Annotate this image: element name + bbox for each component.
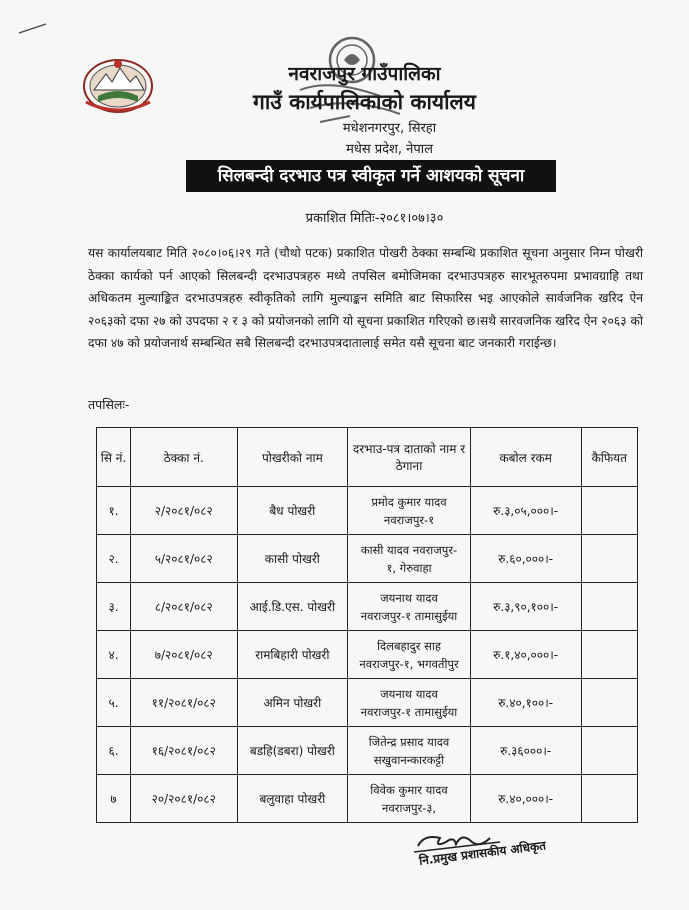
cell-pond: बडहि(डबरा) पोखरी <box>237 727 348 775</box>
table-row <box>97 583 638 631</box>
bidder-name: प्रमोद कुमार यादव <box>371 494 447 509</box>
cell-sn: ५. <box>97 679 131 727</box>
cell-pond: बलुवाहा पोखरी <box>237 775 348 823</box>
cell-contract: ८/२०८१/०८२ <box>131 583 237 631</box>
cell-remarks <box>581 727 637 775</box>
cell-bidder <box>348 727 471 775</box>
col-header-bidder: दरभाउ-पत्र दाताको नाम र ठेगाना <box>348 428 471 487</box>
table-row <box>97 487 638 535</box>
province-name: मधेस प्रदेश, नेपाल <box>346 142 433 157</box>
cell-bidder <box>348 775 471 823</box>
municipality-name: नवराजपुर गाउँपालिका <box>288 63 441 85</box>
bidder-address: नवराजपुर-१ <box>383 512 435 527</box>
cell-contract: ५/२०८१/०८२ <box>131 535 237 583</box>
cell-amount: रु.३,०५,०००।- <box>470 487 581 535</box>
published-date: प्रकाशित मितिः-२०८१।०७।३० <box>305 211 444 226</box>
cell-remarks <box>581 631 637 679</box>
table-row <box>97 535 638 583</box>
cell-bidder <box>348 631 471 679</box>
cell-pond: रामबिहारी पोखरी <box>237 631 348 679</box>
cell-sn: ७ <box>97 775 131 823</box>
cell-sn: ६. <box>97 727 131 775</box>
cell-sn: २. <box>97 535 131 583</box>
cell-contract: १६/२०८१/०८२ <box>131 727 237 775</box>
cell-bidder <box>348 487 471 535</box>
signature-title: नि.प्रमुख प्रशासकीय अधिकृत <box>418 838 547 868</box>
cell-amount: रु.६०,०००।- <box>470 535 581 583</box>
cell-contract: ११/२०८१/०८२ <box>131 679 237 727</box>
col-header-amount: कबोल रकम <box>470 428 581 487</box>
cell-amount: रु.४०,०००।- <box>470 775 581 823</box>
bidder-name: जयनाथ यादव <box>380 590 438 605</box>
cell-contract: २/२०८१/०८२ <box>131 487 237 535</box>
pen-stroke-mark <box>18 22 48 34</box>
bidder-address: नवराजपुर-१, भगवतीपुर <box>359 656 459 671</box>
cell-pond: बैध पोखरी <box>237 487 348 535</box>
cell-amount: रु.३,९०,१००।- <box>470 583 581 631</box>
table-body <box>97 487 638 823</box>
cell-remarks <box>581 679 637 727</box>
bidder-address: नवराजपुर-१ तामासुईया <box>360 704 458 719</box>
bidder-name: जितेन्द्र प्रसाद यादव <box>368 734 450 749</box>
cell-amount: रु.१,४०,०००।- <box>470 631 581 679</box>
col-header-contract: ठेक्का नं. <box>131 428 237 487</box>
bidder-address: नवराजपुर-३, <box>382 800 437 815</box>
col-header-remarks: कैफियत <box>581 428 637 487</box>
col-header-sn: सि नं. <box>97 428 131 487</box>
cell-pond: कासी पोखरी <box>237 535 348 583</box>
cell-remarks <box>581 583 637 631</box>
bidder-name: कासी यादव नवराजपुर- <box>360 542 458 557</box>
details-label: तपसिलः- <box>88 397 130 412</box>
table-row <box>97 631 638 679</box>
cell-bidder <box>348 583 471 631</box>
col-header-pond: पोखरीको नाम <box>237 428 348 487</box>
office-location: मधेशनगरपुर, सिरहा <box>342 121 437 136</box>
cell-remarks <box>581 775 637 823</box>
bidder-address: सखुवानन्कारकट्टी <box>373 752 445 767</box>
bidder-name: विवेक कुमार यादव <box>370 782 448 797</box>
table-row <box>97 775 638 823</box>
bidder-name: दिलबहादुर साह <box>377 638 441 653</box>
bids-table <box>96 427 638 823</box>
cell-bidder <box>348 679 471 727</box>
cell-contract: ७/२०८१/०८२ <box>131 631 237 679</box>
cell-pond: आई.डि.एस. पोखरी <box>237 583 348 631</box>
bidder-address: नवराजपुर-१ तामासुईया <box>360 608 458 623</box>
cell-pond: अमिन पोखरी <box>237 679 348 727</box>
table-header-row <box>97 428 638 487</box>
notice-body: यस कार्यालयबाट मिति २०८०।०६।२९ गते (चौथो पटक) प्रकाशित पोखरी ठेक्का सम्बन्धि प्रकाशित सूचना अनुसार निम्न पोखरी ठेक्का कार्यको पर्न आएको सिलबन्दी दरभाउपत्रहरु मध्ये तपसिल बमोजिमका दरभाउपत्रहरु सारभूतरुपमा प्रभावग्राहि तथा अधिकतम मुल्याङ्कित दरभाउपत्रहरु स्वीकृतिको लागि मुल्याङ्कन समिति बाट सिफारिस भइ आएकोले सार्वजनिक खरिद ऐन २०६३को दफा २७ को उपदफा २ र ३ को प्रयोजनको लागि यो सूचना प्रकाशित गरिएको छ।सथै सारवजनिक खरिद ऐन २०६३ को दफा ४७ को प्रयोजनार्थ सम्बन्धित सबै सिलबन्दी दरभाउपत्रदातालाई समेत यसै सूचना बाट जनकारी गराईन्छ। <box>88 246 643 350</box>
cell-sn: ३. <box>97 583 131 631</box>
cell-amount: रु.४०,१००।- <box>470 679 581 727</box>
cell-sn: ४. <box>97 631 131 679</box>
cell-sn: १. <box>97 487 131 535</box>
notice-title: सिलबन्दी दरभाउ पत्र स्वीकृत गर्ने आशयको सूचना <box>186 160 556 192</box>
cell-remarks <box>581 487 637 535</box>
office-name: गाउँ कार्यपालिकाको कार्यालय <box>253 90 476 114</box>
cell-bidder <box>348 535 471 583</box>
bidder-name: जयनाथ यादव <box>380 686 438 701</box>
cell-amount: रु.३६०००।- <box>470 727 581 775</box>
bidder-address: १, गेरुवाहा <box>386 560 432 575</box>
table-row <box>97 679 638 727</box>
table-row <box>97 727 638 775</box>
cell-remarks <box>581 535 637 583</box>
cell-contract: २०/२०८१/०८२ <box>131 775 237 823</box>
